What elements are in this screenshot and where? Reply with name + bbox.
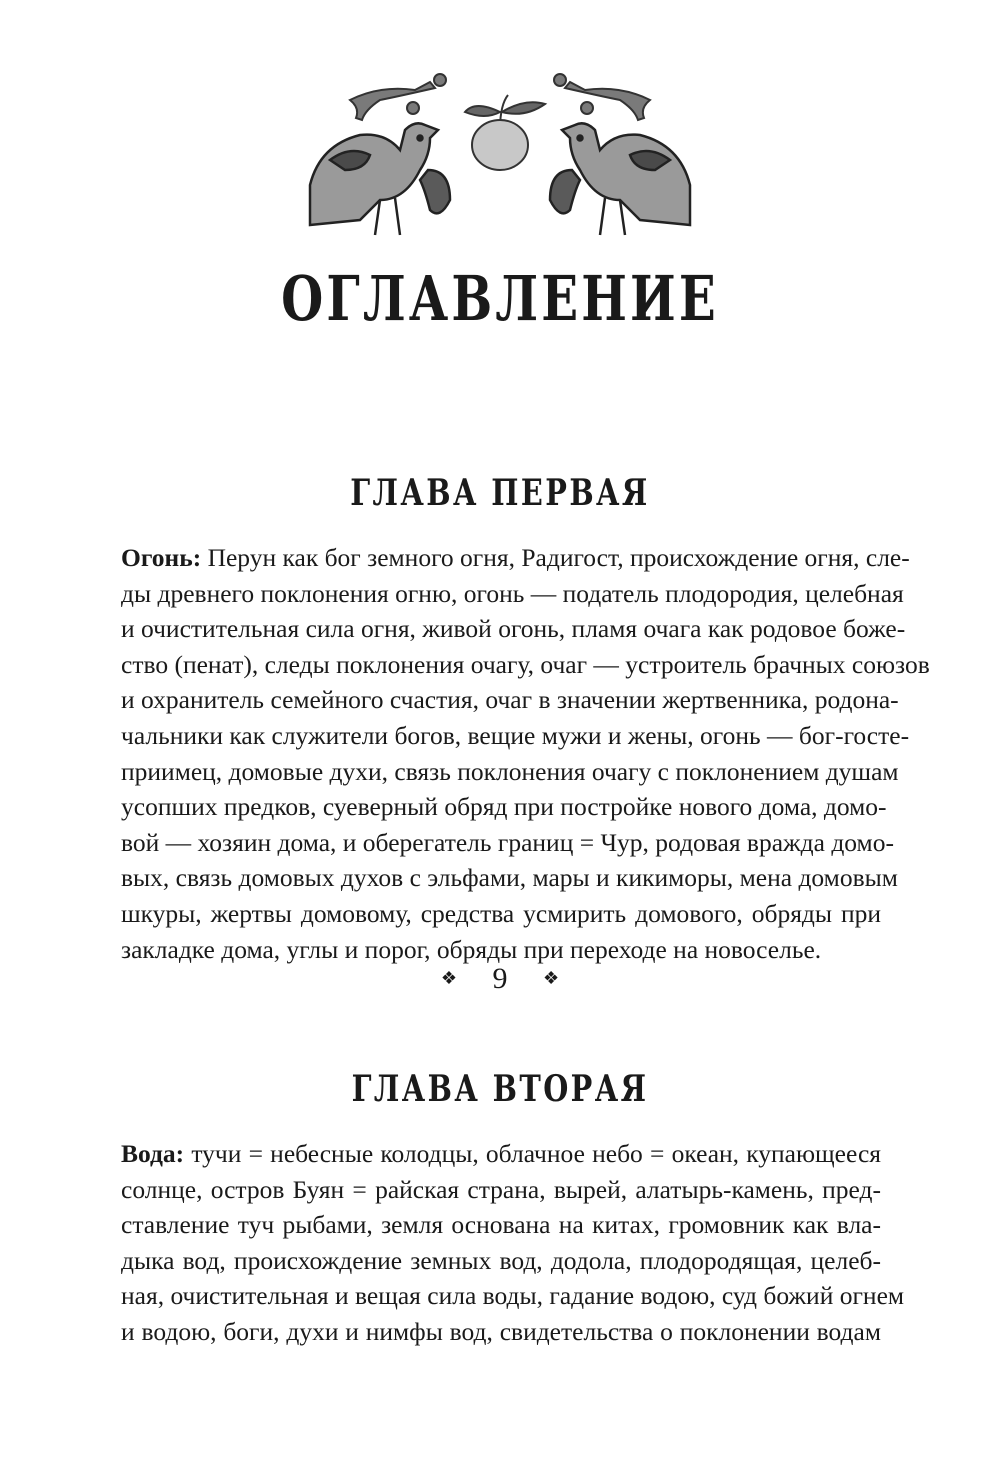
text-line: ство (пенат), следы поклонения очагу, очаг — устроитель брачных союзов — [121, 649, 930, 679]
text-line: ставление туч рыбами, земля основана на китах, громовник как вла- — [121, 1210, 881, 1240]
chapter-2-title: ГЛАВА ВТОРАЯ — [351, 1068, 649, 1110]
text-line: вых, связь домовых духов с эльфами, мары и кикиморы, мена домовым — [121, 863, 898, 893]
chapter-1-label: Огонь: — [121, 543, 202, 572]
text-line: усопших предков, суеверный обряд при постройке нового дома, домо- — [121, 792, 887, 822]
page-number-marker — [0, 962, 1000, 996]
text-line: и охранитель семейного счастия, очаг в значении жертвенника, родона- — [121, 685, 899, 715]
branch-right-icon — [554, 74, 650, 120]
bird-left-icon — [310, 123, 450, 235]
text-line: ная, очистительная и вещая сила воды, гадание водою, суд божий огнем — [121, 1281, 905, 1311]
chapter-1-summary — [121, 540, 930, 967]
text-line: тучи = небесные колодцы, облачное небо = океан, купающееся — [184, 1139, 881, 1168]
diamond-ornament-icon: ❖ — [543, 968, 560, 988]
text-line: приимец, домовые духи, связь поклонения очагу с поклонением душам — [121, 756, 899, 786]
branch-left-icon — [350, 74, 446, 120]
text-line: Перун как бог земного огня, Радигост, происхождение огня, сле- — [201, 543, 910, 572]
text-line: закладке дома, углы и порог, обряды при переходе на новоселье. — [121, 934, 822, 964]
apple-icon — [465, 95, 545, 170]
text-line: ды древнего поклонения огню, огонь — податель плодородия, целебная — [121, 578, 904, 608]
ornament-birds-apple — [290, 60, 710, 240]
chapter-2-label: Вода: — [121, 1139, 185, 1168]
bird-right-icon — [550, 123, 690, 235]
text-line: дыка вод, происхождение земных вод, додола, плодородящая, целеб- — [121, 1245, 881, 1275]
page-number: 9 — [492, 962, 508, 995]
text-line: солнце, остров Буян = райская страна, вырей, алатырь-камень, пред- — [121, 1174, 881, 1204]
chapter-1-title: ГЛАВА ПЕРВАЯ — [350, 472, 650, 514]
text-line: вой — хозяин дома, и оберегатель границ = Чур, родовая вражда домо- — [121, 827, 894, 857]
text-line: и очистительная сила огня, живой огонь, пламя очага как родовое боже- — [121, 614, 906, 644]
text-line: шкуры, жертвы домовому, средства усмирить домового, обряды при — [121, 898, 881, 928]
diamond-ornament-icon: ❖ — [440, 968, 457, 988]
page-title: ОГЛАВЛЕНИЕ — [281, 262, 719, 335]
text-line: и водою, боги, духи и нимфы вод, свидетельства о поклонении водам — [121, 1316, 881, 1346]
chapter-2-summary — [121, 1136, 905, 1350]
text-line: чальники как служители богов, вещие мужи и жены, огонь — бог-госте- — [121, 720, 910, 750]
